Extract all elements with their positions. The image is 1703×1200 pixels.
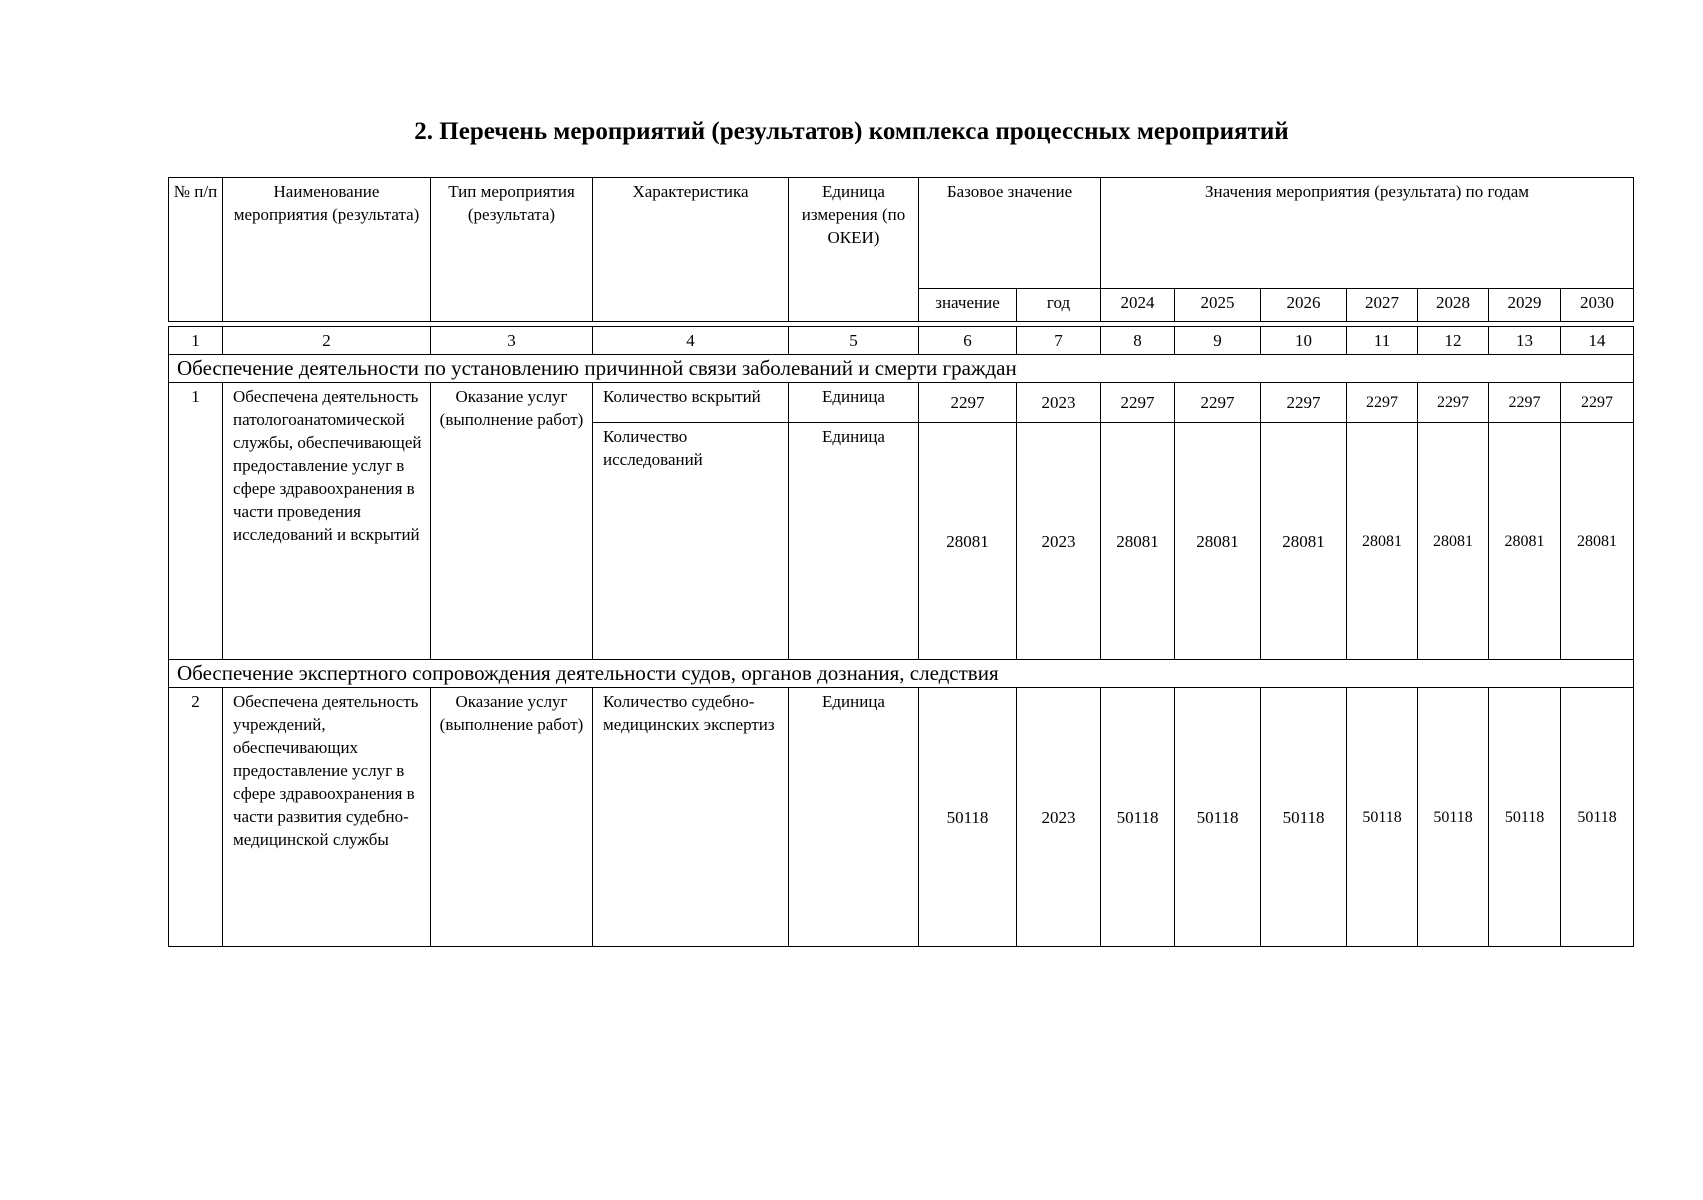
measures-table [168,177,1634,947]
header-years-group: Значения мероприятия (результата) по годам [1101,178,1634,289]
characteristic: Количество вскрытий [593,383,789,423]
year-value: 50118 [1561,688,1634,947]
header-year: 2027 [1347,289,1418,322]
header-year: 2029 [1489,289,1561,322]
column-number: 12 [1418,327,1489,355]
year-value: 2297 [1101,383,1175,423]
unit: Единица [789,423,919,660]
column-number: 1 [169,327,223,355]
header-year: 2028 [1418,289,1489,322]
page-title: 2. Перечень мероприятий (результатов) комплекса процессных мероприятий [414,118,1289,145]
header-base-year: год [1017,289,1101,322]
measure-type: Оказание услуг (выполнение работ) [431,688,593,947]
year-value: 28081 [1261,423,1347,660]
year-value: 50118 [1175,688,1261,947]
year-value: 28081 [1418,423,1489,660]
table-row [169,383,1634,423]
section-title: Обеспечение деятельности по установлению причинной связи заболеваний и смерти граждан [169,355,1634,383]
column-number: 13 [1489,327,1561,355]
measure-name: Обеспечена деятельность учреждений, обеспечивающих предоставление услуг в сфере здравоохранения в части развития судебно-медицинской службы [223,688,431,947]
base-value: 50118 [919,688,1017,947]
year-value: 2297 [1347,383,1418,423]
year-value: 2297 [1489,383,1561,423]
characteristic: Количество исследований [593,423,789,660]
column-number: 11 [1347,327,1418,355]
year-value: 50118 [1101,688,1175,947]
base-year: 2023 [1017,423,1101,660]
year-value: 50118 [1489,688,1561,947]
column-number: 7 [1017,327,1101,355]
header-year: 2030 [1561,289,1634,322]
header-year: 2025 [1175,289,1261,322]
base-value: 2297 [919,383,1017,423]
header-base-value: значение [919,289,1017,322]
table-row [169,688,1634,947]
base-value: 28081 [919,423,1017,660]
section-title: Обеспечение экспертного сопровождения деятельности судов, органов дознания, следствия [169,660,1634,688]
unit: Единица [789,383,919,423]
column-number: 8 [1101,327,1175,355]
unit: Единица [789,688,919,947]
row-number: 1 [169,383,223,660]
year-value: 28081 [1347,423,1418,660]
year-value: 50118 [1418,688,1489,947]
column-number: 2 [223,327,431,355]
header-characteristic: Характеристика [593,178,789,322]
base-year: 2023 [1017,688,1101,947]
column-number: 6 [919,327,1017,355]
column-number: 10 [1261,327,1347,355]
column-number: 3 [431,327,593,355]
year-value: 28081 [1101,423,1175,660]
characteristic: Количество судебно-медицинских экспертиз [593,688,789,947]
base-year: 2023 [1017,383,1101,423]
year-value: 28081 [1175,423,1261,660]
header-base: Базовое значение [919,178,1101,289]
header-unit: Единица измерения (по ОКЕИ) [789,178,919,322]
column-number: 4 [593,327,789,355]
year-value: 50118 [1261,688,1347,947]
measure-type: Оказание услуг (выполнение работ) [431,383,593,660]
year-value: 28081 [1561,423,1634,660]
column-number: 14 [1561,327,1634,355]
row-number: 2 [169,688,223,947]
year-value: 2297 [1175,383,1261,423]
header-year: 2024 [1101,289,1175,322]
year-value: 50118 [1347,688,1418,947]
header-type: Тип мероприятия (результата) [431,178,593,322]
header-num: № п/п [169,178,223,322]
header-name: Наименование мероприятия (результата) [223,178,431,322]
column-number: 5 [789,327,919,355]
header-year: 2026 [1261,289,1347,322]
year-value: 2297 [1261,383,1347,423]
year-value: 2297 [1418,383,1489,423]
column-number: 9 [1175,327,1261,355]
year-value: 2297 [1561,383,1634,423]
year-value: 28081 [1489,423,1561,660]
measure-name: Обеспечена деятельность патологоанатомической службы, обеспечивающей предоставление услуг в сфере здравоохранения в части проведения исследований и вскрытий [223,383,431,660]
